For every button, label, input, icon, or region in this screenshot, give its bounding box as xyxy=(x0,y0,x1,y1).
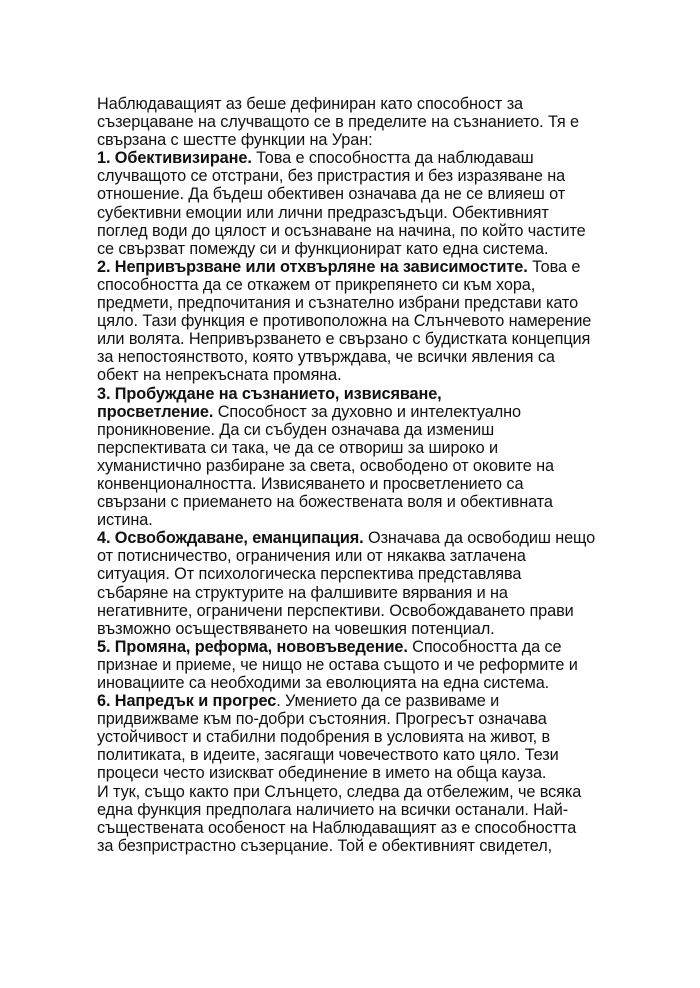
bold-heading-text: 5. Промяна, реформа, нововъведение. xyxy=(97,637,408,656)
text-line xyxy=(97,294,617,312)
body-text: истина. xyxy=(97,511,153,530)
text-line xyxy=(97,674,617,692)
text-line xyxy=(97,656,617,674)
body-text: или волята. Непривързването е свързано с будистката концепция xyxy=(97,330,591,349)
body-text: от потисничество, ограничения или от някаква затлачена xyxy=(97,547,526,566)
body-text: субективни емоции или лични предразсъдъци. Обективният xyxy=(97,203,549,222)
text-line xyxy=(97,746,617,764)
body-text: за безпристрастно съзерцание. Той е обективният свидетел, xyxy=(97,836,553,855)
body-text: Означава да освободиш нещо xyxy=(363,529,596,548)
text-line xyxy=(97,167,617,185)
body-text: ситуация. От психологическа перспектива представлява xyxy=(97,565,522,584)
text-line xyxy=(97,728,617,746)
text-line xyxy=(97,801,617,819)
text-line xyxy=(97,638,617,656)
body-text: конвенционалността. Извисяването и просветлението са xyxy=(97,474,524,493)
text-line xyxy=(97,258,617,276)
text-line xyxy=(97,385,617,403)
body-text: хуманистично разбиране за света, освободено от оковите на xyxy=(97,456,554,475)
body-text: проникновение. Да си събуден означава да измениш xyxy=(97,420,495,439)
body-text: Способност за духовно и интелектуално xyxy=(213,402,521,421)
text-line xyxy=(97,529,617,547)
text-line xyxy=(97,584,617,602)
body-text: съзерцаване на случващото се в пределите на съзнанието. Тя е xyxy=(97,113,580,132)
body-text: Способността да се xyxy=(407,637,562,656)
body-text: . Умението да се развиваме и xyxy=(276,692,500,711)
body-text: предмети, предпочитания и съзнателно избрани представи като xyxy=(97,294,579,313)
text-line xyxy=(97,403,617,421)
body-text: признае и приеме, че нищо не остава същото и че реформите и xyxy=(97,655,578,674)
text-line xyxy=(97,439,617,457)
body-text: цяло. Тази функция е противоположна на Слънчевото намерение xyxy=(97,312,592,331)
document-body xyxy=(97,95,617,855)
text-line xyxy=(97,710,617,728)
text-line xyxy=(97,819,617,837)
text-line xyxy=(97,764,617,782)
bold-heading-text: 6. Напредък и прогрес xyxy=(97,692,277,711)
body-text: способността да се откажем от прикрепянето си към хора, xyxy=(97,275,536,294)
body-text: случващото се отстрани, без пристрастия и без изразяване на xyxy=(97,167,566,186)
text-line xyxy=(97,421,617,439)
text-line xyxy=(97,547,617,565)
body-text: Наблюдаващият аз беше дефиниран като способност за xyxy=(97,95,524,113)
text-line xyxy=(97,131,617,149)
text-line xyxy=(97,348,617,366)
body-text: устойчивост и стабилни подобрения в условията на живот, в xyxy=(97,728,551,747)
body-text: иновациите са необходими за еволюцията на една система. xyxy=(97,674,550,692)
text-line xyxy=(97,783,617,801)
text-line xyxy=(97,565,617,583)
text-line xyxy=(97,493,617,511)
text-line xyxy=(97,620,617,638)
body-text: се свързват помежду си и функционират като една система. xyxy=(97,239,549,258)
body-text: отношение. Да бъдеш обективен означава да не се влияеш от xyxy=(97,185,566,204)
text-line xyxy=(97,692,617,710)
bold-heading-text: 4. Освобождаване, еманципация. xyxy=(97,529,364,548)
body-text: свързани с приемането на божествената воля и обективната xyxy=(97,493,553,512)
text-line xyxy=(97,222,617,240)
text-line xyxy=(97,276,617,294)
text-line xyxy=(97,837,617,855)
body-text: събаряне на структурите на фалшивите вярвания и на xyxy=(97,583,508,602)
body-text: политиката, в идеите, засягащи човечеството като цяло. Тези xyxy=(97,746,559,765)
body-text: свързана с шестте функции на Уран: xyxy=(97,131,373,150)
text-line xyxy=(97,602,617,620)
bold-heading-text: просветление. xyxy=(97,402,214,421)
bold-heading-text: 3. Пробуждане на съзнанието, извисяване, xyxy=(97,384,442,403)
text-line xyxy=(97,366,617,384)
body-text: И тук, също както при Слънцето, следва да отбележим, че всяка xyxy=(97,782,582,801)
body-text: съществената особеност на Наблюдаващият аз е способността xyxy=(97,818,577,837)
body-text: една функция предполага наличието на всички останали. Най- xyxy=(97,800,569,819)
body-text: негативните, ограничени перспективи. Освобождаването прави xyxy=(97,601,574,620)
text-line xyxy=(97,204,617,222)
text-line xyxy=(97,149,617,167)
body-text: Това е способността да наблюдаваш xyxy=(251,149,534,168)
body-text: перспективата си така, че да се отвориш за широко и xyxy=(97,438,498,457)
body-text: процеси често изискват обединение в името на обща кауза. xyxy=(97,764,547,783)
text-line xyxy=(97,312,617,330)
text-line xyxy=(97,185,617,203)
bold-heading-text: 2. Непривързване или отхвърляне на зависимостите. xyxy=(97,257,528,276)
body-text: за непостоянството, която утвърждава, че всички явления са xyxy=(97,348,555,367)
body-text: поглед води до цялост и осъзнаване на начина, по който частите xyxy=(97,221,586,240)
text-line xyxy=(97,330,617,348)
bold-heading-text: 1. Обективизиране. xyxy=(97,149,252,168)
text-line xyxy=(97,240,617,258)
body-text: възможно осъществяването на човешкия потенциал. xyxy=(97,619,495,638)
body-text: Това е xyxy=(527,257,581,276)
text-line xyxy=(97,511,617,529)
body-text: обект на непрекъсната промяна. xyxy=(97,366,342,385)
body-text: придвижваме към по-добри състояния. Прогресът означава xyxy=(97,710,547,729)
text-line xyxy=(97,95,617,113)
text-line xyxy=(97,457,617,475)
text-line xyxy=(97,475,617,493)
text-line xyxy=(97,113,617,131)
